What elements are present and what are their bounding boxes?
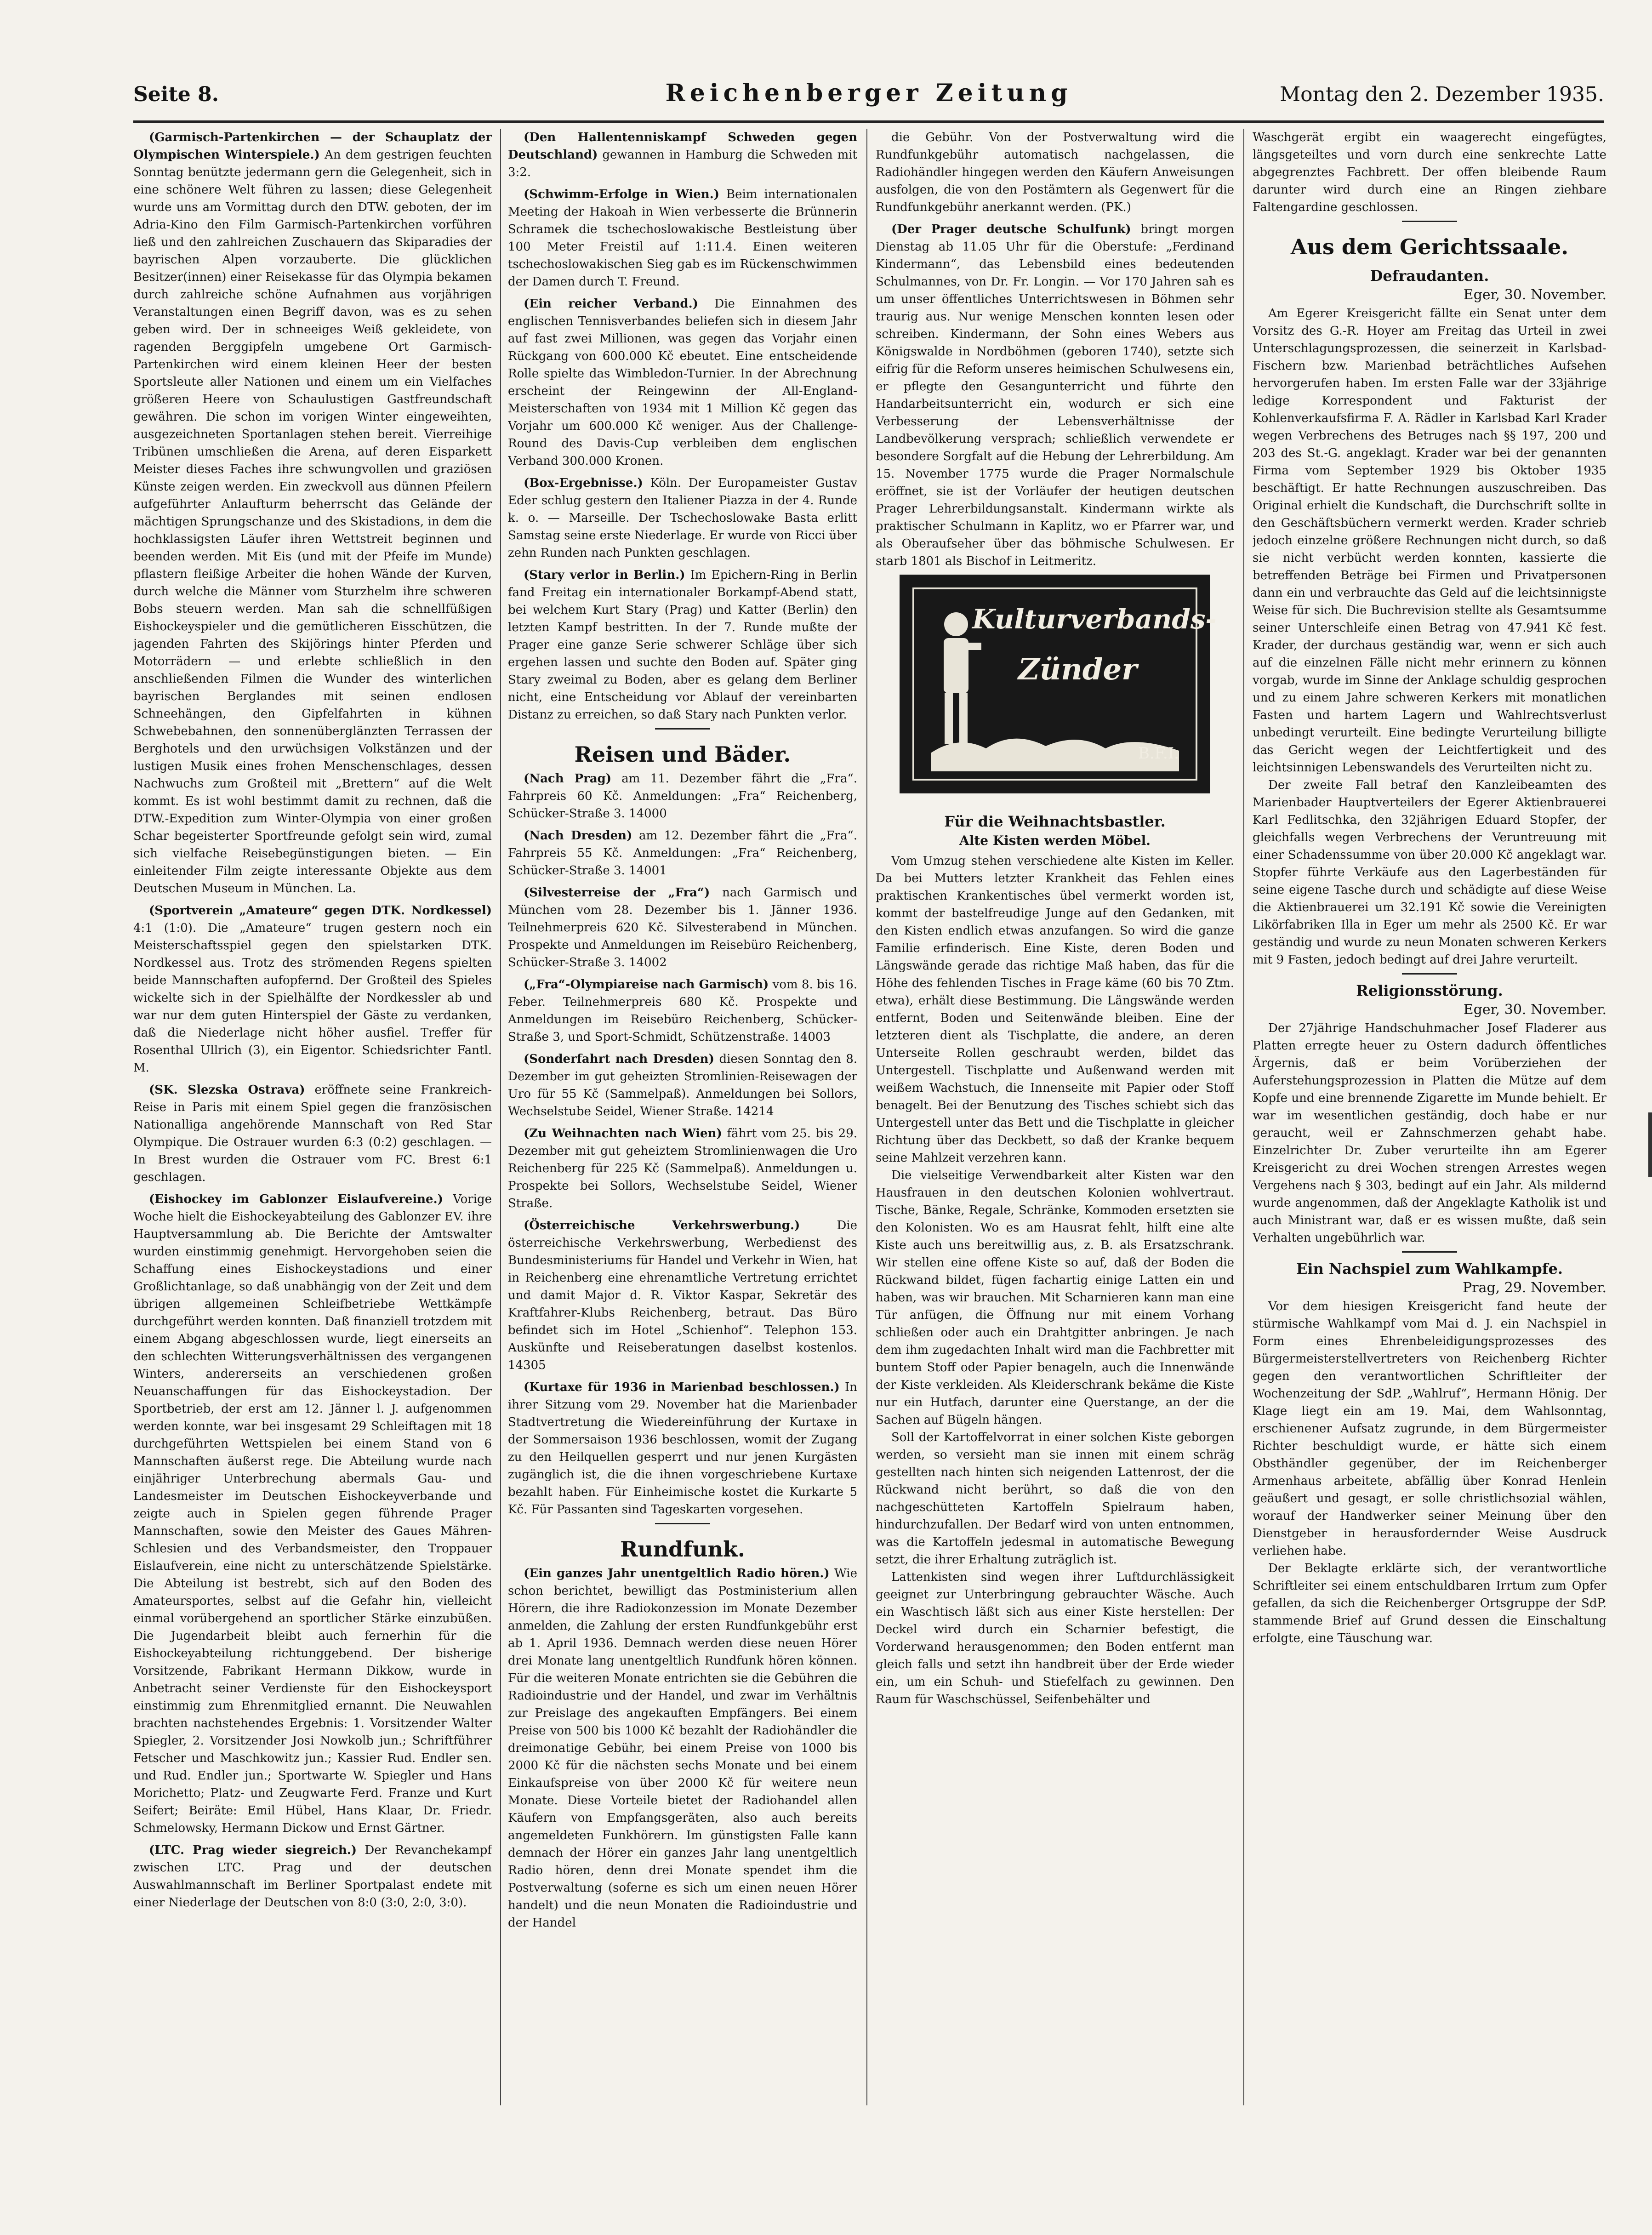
item-text: 4:1 (1:0). Die „Amateure“ trugen gestern noch ein Meisterschaftsspiel gegen den spielstarken DTK. Nordkessel aus. Trotz des strömenden Regens spielten beide Mannschaften aufopfernd. Der Großteil des Spieles wickelte sich in der Spielhälfte der Nordkessler ab und war nur dem guten Hinterspiel der Gäste zu verdanken, daß die Niederlage nicht höher ausfiel. Treffer für Rosenthal Ullrich (3), ein Eigentor. Schiedsrichter Fantl. M. xyxy=(133,921,492,1075)
item-text: In ihrer Sitzung vom 29. November hat die Marienbader Stadtvertretung die Wiedereinführung der Kurtaxe in der Sommersaison 1936 beschlossen, womit der Zugang zu den Heilquellen gesperrt und nur jenen Kurgästen zugänglich ist, die die ihnen vorgeschriebene Kurtaxe bezahlt haben. Für Einheimische kostet die Kurkarte 5 Kč. Für Passanten sind Tageskarten vorgesehen. xyxy=(508,1380,857,1517)
news-item xyxy=(133,902,492,1077)
item-text: Köln. Der Europameister Gustav Eder schlug gestern den Italiener Piazza in der 4. Runde k. o. — Marseille. Der Tschechoslowake Basta erlitt Samstag seine erste Niederlage. Er wurde von Ricci über zehn Runden nach Punkten geschlagen. xyxy=(508,476,857,560)
column-rule xyxy=(1243,129,1244,2105)
section-heading-radio: Rundfunk. xyxy=(620,1537,745,1562)
item-kicker: (LTC. Prag wieder siegreich.) xyxy=(149,1843,357,1857)
column-4 xyxy=(1253,129,1606,2105)
news-item xyxy=(876,221,1234,570)
paragraph: Am Egerer Kreisgericht fällte ein Senat unter dem Vorsitz des G.-R. Hoyer am Freitag das Urteil in zwei Unterschlagungsprozessen, die seinerzeit in Karlsbad-Fischern bzw. Marienbad beträchtliches Aufsehen hervorgerufen haben. Im ersten Falle war der 33jährige ledige Korrespondent und Fakturist der Kohlenverkaufsfirma F. A. Rädler in Karlsbad Karl Krader wegen Verbrechens des Betruges nach §§ 197, 200 und 203 des St.-G. angeklagt. Krader war bei der genannten Firma vom September 1929 bis Oktober 1935 beschäftigt. Er hatte Rechnungen auszuschreiben. Das Original erhielt die Kundschaft, die Durchschrift sollte in den Geschäftsbüchern vermerkt werden. Krader schrieb jedoch einzelne größere Rechnungen nicht durch, so daß sie nicht verbücht werden konnten, kassierte die betreffenden Beträge bei Firmen und Privatpersonen dann ein und verbrauchte das Geld auf die leichtsinnigste Weise für sich. Die Buchrevision stellte als Gesamtsumme seiner Unterschleife einen Betrag von 47.941 Kč fest. Krader, der durchaus geständig war, wenn er sich auch auf die einzelnen Fälle nicht mehr erinnern zu können vorgab, wurde im Sinne der Anklage schuldig gesprochen und zu einem Jahre schweren Kerkers mit monatlichen Fasten und hartem Lagern und Wahlrechtsverlust unbedingt verurteilt. Eine bedingte Verurteilung billigte das Gericht wegen der Leichtfertigkeit und des leichtsinnigen Lebenswandels des Verurteilten nicht zu. xyxy=(1253,307,1606,775)
article-heading: Ein Nachspiel zum Wahlkampfe. xyxy=(1296,1260,1563,1277)
news-item xyxy=(508,1379,857,1518)
news-item xyxy=(508,186,857,291)
paragraph: Vor dem hiesigen Kreisgericht fand heute der stürmische Wahlkampf vom Mai d. J. ein Nachspiel in Form eines Ehrenbeleidigungsprozesses des Bürgermeisterstellvertreters von Reichenberg Richter gegen den verantwortlichen Schriftleiter der Wochenzeitung der SdP. „Wahlruf“, Hermann Hönig. Der Klage liegt ein am 19. Mai, dem Wahlsonntag, erschienener Aufsatz zugrunde, in dem Bürgermeister Richter beschuldigt wurde, er hätte sich einem Obsthändler gegenüber, der im Reichenberger Armenhaus arbeitete, abfällig über Konrad Henlein geäußert und gesagt, er solle christlichsozial wählen, worauf der Handwerker seiner Meinung über den Dienstgeber in herausfordernder Weise Ausdruck verliehen habe. xyxy=(1253,1300,1606,1558)
news-item xyxy=(508,770,857,822)
section-heading-travel: Reisen und Bäder. xyxy=(574,742,791,767)
news-item xyxy=(508,295,857,470)
section-rule xyxy=(655,728,710,730)
paragraph: Der 27jährige Handschuhmacher Josef Fladerer aus Platten erregte heuer zu Ostern dadurch öffentliches Ärgernis, daß er beim Vorüberziehen der Auferstehungsprozession in Platten die Mütze auf dem Kopfe und eine brennende Zigarette im Munde behielt. Er war im wesentlichen geständig, doch habe er nur geraucht, weil er Zahnschmerzen gehabt habe. Einzelrichter Dr. Zuber verurteilte ihn am Egerer Kreisgericht zu drei Wochen strengen Arrestes wegen Vergehens nach § 303, bedingt auf ein Jahr. Als mildernd wurde angenommen, daß der Angeklagte Katholik ist und auch Ministrant war, daß er es wissen mußte, daß sein Verhalten ungebührlich war. xyxy=(1253,1021,1606,1245)
news-item xyxy=(876,129,1234,216)
item-kicker: (Eishockey im Gablonzer Eislaufvereine.) xyxy=(149,1192,443,1206)
item-kicker: (Nach Prag) xyxy=(524,772,612,786)
paragraph: Vom Umzug stehen verschiedene alte Kisten im Keller. Da bei Mutters letzter Krankheit das Fehlen eines praktischen Krankentisches übel vermerkt worden ist, kommt der bastelfreudige Junge auf den Gedanken, mit den Kisten endlich etwas anzufangen. So wird die ganze Familie erfinderisch. Eine Kiste, deren Boden und Längswände gerade das richtige Maß haben, das für die Höhe des fehlenden Tisches in Frage käme (60 bis 70 Ztm. etwa), erhält diese Bestimmung. Die Längswände werden entfernt, Boden und Seitenwände bleiben. Eine der letzteren dient als Tischplatte, die andere, an deren Unterseite Rollen geschraubt werden, bildet das Untergestell. Tischplatte und Außenwand werden mit weißem Wachstuch, die Innenseite mit Papier oder Stoff benagelt. Bei der Benutzung des Tisches schiebt sich das Untergestell unter das Bett und die Tischplatte in gleicher Richtung über das Deckbett, so daß der Kranke bequem seine Mahlzeit verzehren kann. xyxy=(876,854,1234,1165)
item-text: Wie schon berichtet, bewilligt das Postministerium allen Hörern, die ihre Radiokonzession im Monate Dezember anmelden, die Zahlung der ersten Rundfunkgebühr erst ab 1. April 1936. Demnach werden diese neuen Hörer drei Monate lang unentgeltlich Rundfunk hören können. Für die weiteren Monate entrichten sie die Gebühren die Radioindustrie und der Handel, und zwar im Verhältnis zur Preislage des angekauften Empfängers. Bei einem Preise von 500 bis 1000 Kč bezahlt der Radiohändler die dreimonatige Gebühr, bei einem Preise von 1000 bis 2000 Kč für die nächsten sechs Monate und bei einem Einkaufspreise von über 2000 Kč für weitere neun Monate. Diese Vorteile bietet der Radiohandel allen Käufern von Empfangsgeräten, also auch bereits angemeldeten Funkhörern. Im günstigsten Falle kann demnach der Hörer ein ganzes Jahr lang unentgeltlich Radio hören, denn drei Monate spendet ihm die Postverwaltung (soferne es sich um einen neuen Hörer handelt) und die neun Monaten die Radioindustrie und der Handel xyxy=(508,1567,857,1930)
item-text: Der Revanchekampf zwischen LTC. Prag und der deutschen Auswahlmannschaft im Berliner Sportpalast endete mit einer Niederlage der Deutschen von 8:0 (3:0, 2:0, 3:0). xyxy=(133,1843,492,1910)
section-heading-court: Aus dem Gerichtssaale. xyxy=(1290,234,1569,259)
page-number: Seite 8. xyxy=(133,83,219,106)
article-heading: Religionsstörung. xyxy=(1356,982,1503,999)
article-heading: Defraudanten. xyxy=(1370,267,1489,285)
header-rule xyxy=(133,120,1604,123)
dateline: Eger, 30. November. xyxy=(1463,1002,1606,1018)
column-3 xyxy=(876,129,1234,2105)
item-text: Vorige Woche hielt die Eishockeyabteilung des Gablonzer EV. ihre Hauptversammlung ab. Die Berichte der Amtswalter wurden einstimmig genehmigt. Hervorgehoben seien die Schaffung eines Eishockeystadions und einer Großlichtanlage, so daß unabhängig von der Zeit und dem übrigen allgemeinen Schleifbetriebe Wettkämpfe durchgeführt werden konnten. Daß finanziell trotzdem mit einem Abgang abgeschlossen wurde, liegt einerseits an den schlechten Witterungsverhältnissen des vergangenen Winters, andererseits an verschiedenen großen Neuanschaffungen für das Eishockeystadion. Der Sportbetrieb, der erst am 12. Jänner l. J. aufgenommen werden konnte, war bei insgesamt 29 Schleiftagen mit 18 durchgeführten Wettspielen bei einem Stand von 6 Mannschaften äußerst rege. Die Abteilung wurde nach einjähriger Unterbrechung abermals Gau- und Landesmeister im Deutschen Eishockeyverbande und zeigte auch in Spielen gegen führende Prager Mannschaften, sowie den Meister des Gaues Mähren-Schlesien und des Verbandsmeister, den Troppauer Eislaufverein, eine nicht zu unterschätzende Spielstärke. Die Abteilung ist bestrebt, sich auf den Boden des Amateursportes, selbst auf die Gefahr hin, vielleicht einmal vorübergehend an sportlicher Stärke einzubüßen. Die Jugendarbeit bleibt auch fernerhin für die Eishockeyabteilung richtunggebend. Der bisherige Vorsitzende, Fabrikant Hermann Dikkow, wurde in Anbetracht seiner Verdienste für den Eishockeysport einstimmig zum Ehrenmitglied ernannt. Die Neuwahlen brachten nachstehendes Ergebnis: 1. Vorsitzender Walter Spiegler, 2. Vorsitzender Josi Nowkolb jun.; Schriftführer Fetscher und Maschkowitz jun.; Kassier Rud. Endler sen. und Rud. Endler jun.; Sportwarte W. Spiegler und Hans Morichetto; Platz- und Zeugwarte Ferd. Franze und Kurt Seifert; Beiräte: Emil Hübel, Hans Klaar, Dr. Friedr. Schmelowsky, Hermann Dickow und Ernst Gärtner. xyxy=(133,1192,492,1835)
item-kicker: (Zu Weihnachten nach Wien) xyxy=(524,1127,722,1140)
article-body xyxy=(1253,305,1606,969)
section-rule xyxy=(655,1523,710,1524)
column-rule xyxy=(866,129,867,2105)
dateline: Eger, 30. November. xyxy=(1463,287,1606,303)
ad-line-2: Zünder xyxy=(1018,652,1137,687)
item-text: am 12. Dezember fährt die „Fra“. Fahrpreis 55 Kč. Anmeldungen: „Fra“ Reichenberg, Schücker-Straße 3. 14001 xyxy=(508,829,857,878)
edge-mark xyxy=(1648,1112,1652,1177)
news-item xyxy=(133,1081,492,1186)
item-kicker: (Nach Dresden) xyxy=(524,829,632,843)
section-rule xyxy=(1402,221,1457,222)
item-text: bringt morgen Dienstag ab 11.05 Uhr für die Oberstufe: „Ferdinand Kindermann“, das Lebensbild eines bedeutenden Schulmannes, von Dr. Fr. Longin. — Vor 170 Jahren sah es um unser öffentliches Unterrichtswesen in Böhmen sehr traurig aus. Nur wenige Menschen konnten lesen oder schreiben. Kindermann, der Sohn eines Webers aus Königswalde in Nordböhmen (geboren 1740), setzte sich eifrig für die Reform unseres heimischen Schulwesens ein, er pflegte den Gesangunterricht und führte den Handarbeitsunterricht ein, wodurch er sich eine Verbesserung der Lebensverhältnisse der Landbevölkerung versprach; schließlich verwendete er besondere Sorgfalt auf die Hebung der Lehrerbildung. Am 15. November 1775 wurde die Prager Normalschule eröffnet, sie ist der Vorläufer der heutigen deutschen Prager Lehrerbildungsanstalt. Kindermann wirkte als praktischer Schulmann in Kaplitz, wo er Pfarrer war, und als Oberaufseher über das böhmische Schulwesen. Er starb 1801 als Bischof in Leitmeritz. xyxy=(876,222,1234,568)
news-item xyxy=(133,1191,492,1837)
issue-date: Montag den 2. Dezember 1935. xyxy=(1280,83,1604,106)
item-kicker: (Schwimm-Erfolge in Wien.) xyxy=(524,188,720,201)
item-kicker: (Sonderfahrt nach Dresden) xyxy=(524,1052,714,1066)
ad-line-1: Kulturverbands- xyxy=(972,604,1217,635)
paragraph: Soll der Kartoffelvorrat in einer solchen Kiste geborgen werden, so versieht man sie innen mit einem schräg gestellten nach hinten sich neigenden Lattenrost, der die Rückwand nicht berührt, so daß die von den nachgeschütteten Kartoffeln Spielraum haben, hindurchzufallen. Der Bedarf wird von unten entnommen, was die Kartoffeln jedesmal in automatische Bewegung setzt, die ihrer Erhaltung zuträglich ist. xyxy=(876,1431,1234,1567)
item-text: vom 8. bis 16. Feber. Teilnehmerpreis 680 Kč. Prospekte und Anmeldungen im Reisebüro Reichenberg, Schücker-Straße 3, und Sport-Schmidt, Schützenstraße. 14003 xyxy=(508,978,857,1044)
item-kicker: (Österreichische Verkehrswerbung.) xyxy=(524,1219,800,1232)
news-item xyxy=(133,1842,492,1911)
item-text: Die österreichische Verkehrswerbung, Werbedienst des Bundesministeriums für Handel und Verkehr in Wien, hat in Reichenberg eine ehrenamtliche Vertretung errichtet und damit Major d. R. Viktor Kaspar, Sekretär des Kraftfahrer-Klubs Reichenberg, betraut. Das Büro befindet sich im Hotel „Schienhof“. Telephon 153. Auskünfte und Reiseberatungen daselbst kostenlos. 14305 xyxy=(508,1219,857,1372)
paragraph: Lattenkisten sind wegen ihrer Luftdurchlässigkeit geeignet zur Unterbringung gebrauchter Wäsche. Auch ein Waschtisch läßt sich aus einer Kiste herstellen: Der Deckel wird durch ein Scharnier befestigt, die Vorderwand herausgenommen; den Boden entfernt man gleich falls und setzt ihn handbreit über der Erde wieder ein, um ein Schuh- und Stiefelfach zu gewinnen. Den Raum für Waschschüssel, Seifenbehälter und xyxy=(876,1570,1234,1706)
news-item xyxy=(508,884,857,971)
item-text: die Gebühr. Von der Postverwaltung wird die Rundfunkgebühr automatisch nachgelassen, die Radiohändler hingegen werden den Käufern Anweisungen ausfolgen, die von den Postämtern als Gegenwert für die Rundfunkgebühr anerkannt werden. (PK.) xyxy=(876,131,1234,214)
item-text: fährt vom 25. bis 29. Dezember mit gut geheiztem Stromlinienwagen die Uro Reichenberg für 225 Kč (Sammelpaß). Anmeldungen u. Prospekte bei Sollors, Wechselstube Seidel, Wiener Straße. xyxy=(508,1127,857,1210)
item-text: Beim internationalen Meeting der Hakoah in Wien verbesserte die Brünnerin Schramek die tschechoslowakische Bestleistung über 100 Meter Freistil auf 1:11.4. Einen weiteren tschechoslowakischen Sieg gab es im Rückenschwimmen der Damen durch T. Freund. xyxy=(508,188,857,289)
item-text: gewannen in Hamburg die Schweden mit 3:2. xyxy=(508,148,857,179)
news-item xyxy=(508,566,857,724)
news-item xyxy=(508,1050,857,1120)
item-kicker: (Ein ganzes Jahr unentgeltlich Radio hören.) xyxy=(524,1567,830,1580)
news-item xyxy=(508,1217,857,1374)
item-kicker: („Fra“-Olympiareise nach Garmisch) xyxy=(524,978,769,992)
item-kicker: (Der Prager deutsche Schulfunk) xyxy=(891,222,1131,236)
item-kicker: (SK. Slezska Ostrava) xyxy=(149,1083,305,1097)
item-kicker: (Den Hallentenniskampf Schweden gegen Deutschland) xyxy=(508,131,857,162)
news-item xyxy=(133,129,492,897)
article-body xyxy=(1253,1298,1606,1647)
paragraph: Der zweite Fall betraf den Kanzleibeamten des Marienbader Hauptverteilers der Egerer Aktienbrauerei Karl Fedlitschka, den 32jährigen Eduard Stopfer, der gleichfalls wegen Verbrechens der Veruntreuung mit einer Schadenssumme von über 20.000 Kč angeklagt war. Stopfer führte Verkäufe aus den Lagerbeständen für seine eigene Tasche durch und schädigte auf diese Weise die Aktienbrauerei um 32.191 Kč sowie die Vereinigten Likörfabriken Illa in Eger um mehr als 2500 Kč. Er war geständig und wurde zu neun Monaten schweren Kerkers mit 9 Fasten, jedoch bedingt auf drei Jahre verurteilt. xyxy=(1253,778,1606,967)
article-body xyxy=(876,852,1234,1708)
paragraph: Der Beklagte erklärte sich, der verantwortliche Schriftleiter sei einem entschuldbaren Irrtum zum Opfer gefallen, da sich die Reichenberger Ortsgruppe der SdP. stammende Brief auf Grund dessen die Einschaltung erfolgte, eine Täuschung war. xyxy=(1253,1562,1606,1645)
column-1 xyxy=(133,129,492,2105)
dateline: Prag, 29. November. xyxy=(1463,1280,1606,1296)
news-item xyxy=(508,1125,857,1212)
item-text: eröffnete seine Frankreich-Reise in Paris mit einem Spiel gegen die französischen Nationalliga angehörende Mannschaft von Red Star Olympique. Die Ostrauer wurden 6:3 (0:2) geschlagen. — In Brest wurden die Ostrauer vom FC. Brest 6:1 geschlagen. xyxy=(133,1083,492,1184)
news-item xyxy=(508,474,857,562)
news-item xyxy=(508,129,857,181)
item-kicker: (Ein reicher Verband.) xyxy=(524,297,698,311)
column-2 xyxy=(508,129,857,2105)
article-body xyxy=(1253,1020,1606,1247)
item-kicker: (Box-Ergebnisse.) xyxy=(524,476,643,490)
item-text: Im Epichern-Ring in Berlin fand Freitag ein internationaler Borkampf-Abend statt, bei welchem Kurt Stary (Prag) und Katter (Berlin) den letzten Kampf bestritten. In der 7. Runde mußte der Prager eine ganze Serie schwerer Schläge über sich ergehen lassen und suchte den Boden auf. Später ging Stary zweimal zu Boden, aber es gelang dem Berliner nicht, eine Entscheidung vor Ablauf der vereinbarten Distanz zu erreichen, so daß Stary nach Punkten verlor. xyxy=(508,568,857,722)
section-rule xyxy=(1402,973,1457,975)
article-deck: Alte Kisten werden Möbel. xyxy=(959,833,1151,848)
item-text: An dem gestrigen feuchten Sonntag benützte jedermann gern die Gelegenheit, sich in eine schönere Welt führen zu lassen; diese Gelegenheit wurde uns am Vormittag durch den DTW. geboten, der im Adria-Kino den Film Garmisch-Partenkirchen vorführen ließ und den zahlreichen Zuschauern das Skiparadies der bayrischen Alpen vorzauberte. Die glücklichen Besitzer(innen) einer Reisekasse für das Olympia bekamen durch zahlreiche schöne Aufnahmen aus vorjährigen Veranstaltungen einen Begriff davon, was es zu sehen geben wird. Der in schneeiges Weiß gekleidete, von ragenden Berggipfeln umgebene Ort Garmisch-Partenkirchen wird einem kleinen Heer der besten Sportsleute aller Nationen und einem um ein Vielfaches größeren Heere von Schaulustigen Gastfreundschaft gewähren. Die schon im vorigen Winter eingeweihten, ausgezeichneten Sportanlagen stehen bereit. Vierreihige Tribünen umschließen die Arena, auf deren Eisparkett Meister dieses Faches ihre schwungvollen und graziösen Künste zeigen werden. Ein zweckvoll aus dünnen Pfeilern aufgeführter Anlaufturm beherrscht das Gelände der mächtigen Sprungschanze und des Skistadions, in dem die hochklassigsten Läufer ihren Wettstreit beginnen und beenden werden. Mit Eis (und mit der Pfeife im Munde) pflastern fleißige Arbeiter die hohen Wände der Kurven, durch welche die Männer vom Sturzhelm ihre schweren Bobs steuern werden. Man sah die schnellfüßigen Eishockeyspieler und die gemütlicheren Eisschützen, die jagenden Fahrten des Skijörings hinter Pferden und Motorrädern — und erlebte schließlich in den anschließenden Filmen die Wunder des winterlichen bayrischen Berglandes mit seinen endlosen Schneehängen, den Gipfelfahrten in kühnen Schwebebahnen, den sonnenüberglänzten Terrassen der Berghotels und den urwüchsigen Volkstänzen und der lustigen Musik eines frohen Menschenschlages, dessen Nachwuchs zum Großteil mit „Brettern“ auf die Welt kommt. Es ist wohl bestimmt damit zu rechnen, daß die DTW.-Expedition zum Winter-Olympia von einer großen Schar begeisterter Sportfreunde gefolgt sein wird, zumal sich vielfache Reisebegünstigungen bieten. — Ein einleitender Film zeigte interessante Objekte aus dem Deutschen Museum in München. La. xyxy=(133,148,492,895)
news-item xyxy=(1253,129,1606,216)
advertisement-matches xyxy=(900,575,1217,793)
news-item xyxy=(508,827,857,879)
page-header xyxy=(133,79,1604,120)
item-kicker: (Stary verlor in Berlin.) xyxy=(524,568,685,582)
news-item xyxy=(508,976,857,1046)
item-text: Die Einnahmen des englischen Tennisverbandes beliefen sich in diesem Jahr auf fast zwei Millionen, was gegen das Vorjahr einen Rückgang von 600.000 Kč ebeutet. Eine entscheidende Rolle spielte das Wimbledon-Turnier. In der Abrechnung erscheint der Reingewinn der All-England-Meisterschaften von 1934 mit 1 Million Kč gegen das Vorjahr um 600.000 Kč weniger. Aus der Challenge-Round des Davis-Cup verbleiben dem englischen Verband 300.000 Kronen. xyxy=(508,297,857,468)
item-kicker: (Kurtaxe für 1936 in Marienbad beschlossen.) xyxy=(524,1380,840,1394)
item-kicker: (Sportverein „Amateure“ gegen DTK. Nordkessel) xyxy=(149,904,492,918)
ad-brand-mark: B.F.I. xyxy=(1138,744,1179,763)
item-text: diesen Sonntag den 8. Dezember im gut geheizten Stromlinien-Reisewagen der Uro für 55 Kč (Sammelpaß). Anmeldungen bei Sollors, Wechselstube Seidel, Wiener Straße. 14214 xyxy=(508,1052,857,1118)
item-text: am 11. Dezember fährt die „Fra“. Fahrpreis 60 Kč. Anmeldungen: „Fra“ Reichenberg, Schücker-Straße 3. 14000 xyxy=(508,772,857,821)
paragraph: Waschgerät ergibt ein waagerecht eingefügtes, längsgeteiltes und vorn durch eine senkrechte Latte abgegrenztes Fachbrett. Der offen bleibende Raum darunter wird durch eine an Ringen ziehbare Faltengardine geschlossen. xyxy=(1253,131,1606,214)
paragraph: Die vielseitige Verwendbarkeit alter Kisten war den Hausfrauen in den deutschen Kolonien wohlvertraut. Tische, Bänke, Regale, Schränke, Kommoden ersetzten sie den Kolonisten. Wo es am Hausrat fehlt, hilft eine alte Kiste auch uns bereitwillig aus, z. B. als Ersatzschrank. Wir stellen eine offene Kiste so auf, daß der Boden die Rückwand bildet, fügen fachartig einige Latten ein und haben, was wir brauchen. Mit Scharnieren kann man eine Tür anfügen, die Öffnung nur mit einem Vorhang schließen oder auch ein Drahtgitter anbringen. Je nach dem ihm zugedachten Inhalt wird man die Fachbretter mit buntem Stoff oder Papier benageln, auch die Innenwände der Kiste verkleiden. Als Kleiderschrank bekäme die Kiste nur ein Hutfach, darunter eine Querstange, an der die Sachen auf Bügeln hängen. xyxy=(876,1169,1234,1427)
column-rule xyxy=(500,129,501,2105)
masthead: Reichenberger Zeitung xyxy=(665,79,1072,107)
item-text: nach Garmisch und München vom 28. Dezember bis 1. Jänner 1936. Teilnehmerpreis 620 Kč. Silvesterabend in München. Prospekte und Anmeldungen im Reisebüro Reichenberg, Schücker-Straße 3. 14002 xyxy=(508,886,857,969)
item-kicker: (Silvesterreise der „Fra“) xyxy=(524,886,710,900)
item-kicker: (Garmisch-Partenkirchen — der Schauplatz der Olympischen Winterspiele.) xyxy=(133,131,492,162)
article-heading-crafts: Für die Weihnachtsbastler. xyxy=(944,813,1166,830)
section-rule xyxy=(1402,1251,1457,1253)
news-item xyxy=(508,1565,857,1932)
